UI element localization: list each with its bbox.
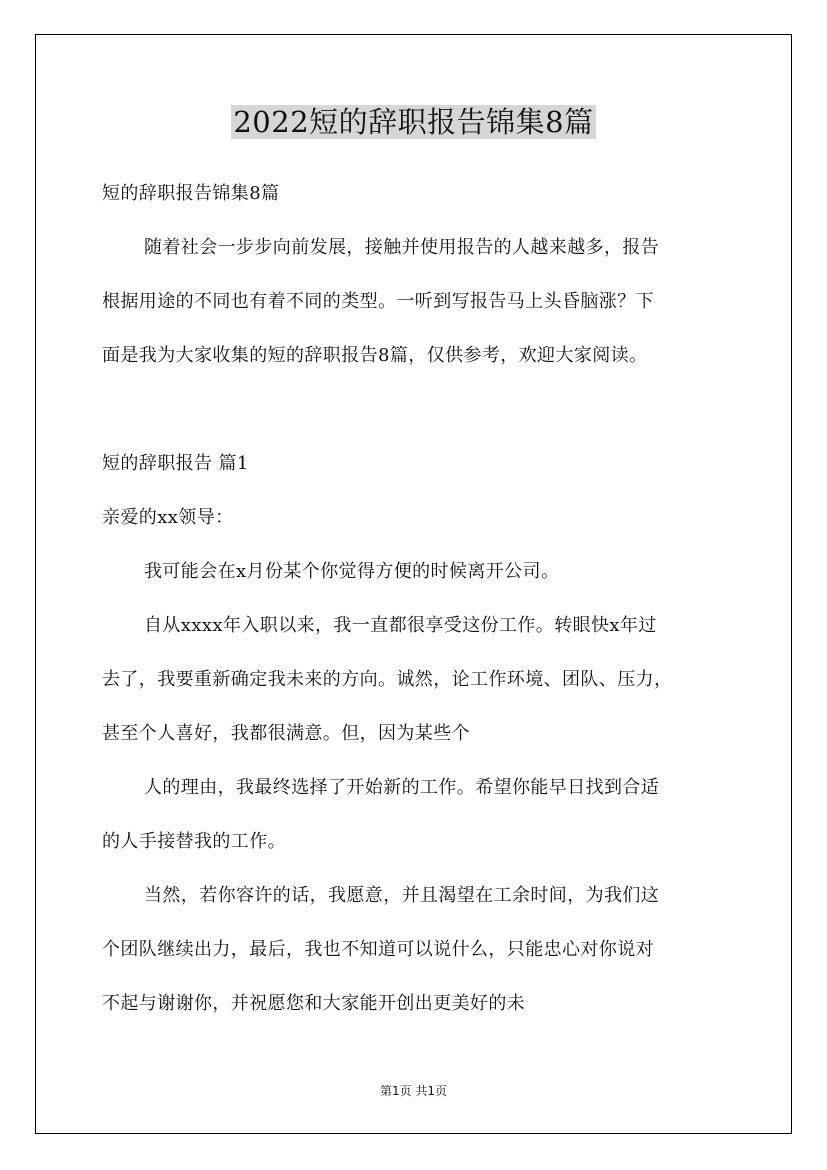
page-footer: 第1页 共1页 [379, 1084, 448, 1098]
body-line-7: 当然，若你容许的话，我愿意，并且渴望在工余时间，为我们这 [144, 885, 660, 906]
body-line-1: 我可能会在x月份某个你觉得方便的时候离开公司。 [144, 561, 560, 582]
body-line-9: 不起与谢谢你，并祝愿您和大家能开创出更美好的未 [102, 993, 526, 1014]
intro-line-2: 根据用途的不同也有着不同的类型。一听到写报告马上头昏脑涨？下 [102, 291, 654, 312]
body-line-3: 去了，我要重新确定我未来的方向。诚然，论工作环境、团队、压力， [102, 669, 673, 690]
document-subtitle: 短的辞职报告锦集8篇 [102, 183, 280, 204]
section-heading: 短的辞职报告 篇1 [102, 453, 249, 474]
intro-line-1: 随着社会一步步向前发展，接触并使用报告的人越来越多，报告 [144, 237, 660, 258]
body-line-8: 个团队继续出力，最后，我也不知道可以说什么，只能忠心对你说对 [102, 939, 654, 960]
body-line-2: 自从xxxx年入职以来，我一直都很享受这份工作。转眼快x年过 [144, 615, 657, 636]
intro-line-3: 面是我为大家收集的短的辞职报告8篇，仅供参考，欢迎大家阅读。 [102, 345, 648, 366]
document-title-text: 2022短的辞职报告锦集8篇 [233, 105, 594, 139]
body-line-5: 人的理由，我最终选择了开始新的工作。希望你能早日找到合适 [144, 777, 660, 798]
body-line-6: 的人手接替我的工作。 [102, 831, 286, 852]
document-title [0, 100, 827, 144]
body-line-4: 甚至个人喜好，我都很满意。但，因为某些个 [102, 723, 470, 744]
salutation: 亲爱的xx领导： [102, 507, 234, 528]
